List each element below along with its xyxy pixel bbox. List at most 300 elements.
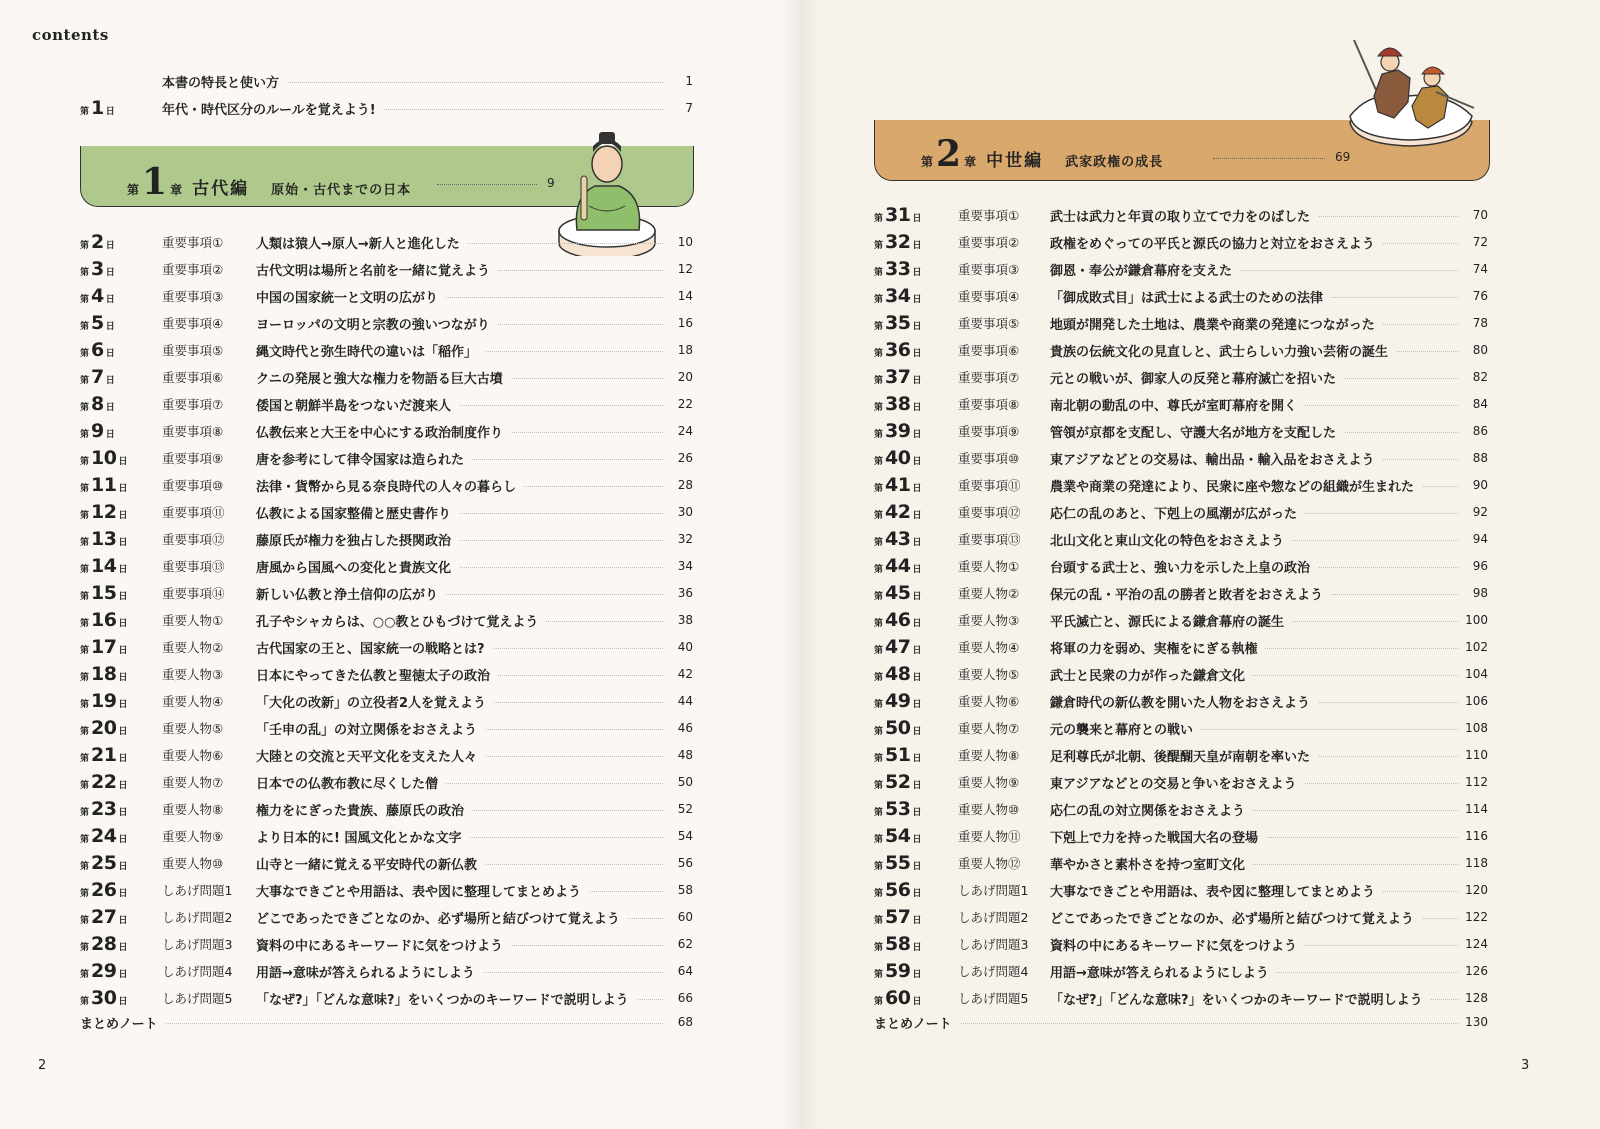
day-number: 39 bbox=[885, 420, 911, 442]
day-suffix: 日 bbox=[118, 484, 128, 494]
toc-entry[interactable] bbox=[80, 555, 693, 577]
toc-entry[interactable] bbox=[80, 852, 693, 874]
entry-page: 24 bbox=[677, 424, 693, 438]
entry-title: 日本にやってきた仏教と聖徳太子の政治 bbox=[256, 665, 498, 684]
entry-category: しあげ問題1 bbox=[162, 883, 233, 898]
entry-page: 32 bbox=[677, 532, 693, 546]
day-suffix: 日 bbox=[912, 835, 922, 845]
entry-title: クニの発展と強大な権力を物語る巨大古墳 bbox=[256, 368, 511, 387]
day-number: 59 bbox=[885, 960, 911, 982]
day-prefix: 第 bbox=[80, 781, 90, 791]
entry-category: 重要人物⑦ bbox=[162, 775, 224, 790]
day-suffix: 日 bbox=[118, 700, 128, 710]
day-number: 17 bbox=[91, 636, 117, 658]
day-label bbox=[874, 339, 921, 361]
chapter-prefix: 第 bbox=[921, 155, 934, 169]
day-label bbox=[80, 825, 127, 847]
entry-page: 94 bbox=[1472, 532, 1488, 546]
day-label bbox=[80, 582, 127, 604]
day-suffix: 日 bbox=[912, 862, 922, 872]
entry-page: 62 bbox=[677, 937, 693, 951]
toc-entry[interactable] bbox=[80, 501, 693, 523]
day-prefix: 第 bbox=[80, 943, 90, 953]
chapter-page: 69 bbox=[1335, 150, 1351, 164]
day-prefix: 第 bbox=[874, 970, 884, 980]
day-label bbox=[874, 204, 921, 226]
toc-entry[interactable] bbox=[80, 1011, 693, 1033]
day-number: 42 bbox=[885, 501, 911, 523]
day-suffix: 日 bbox=[118, 565, 128, 575]
toc-entry[interactable] bbox=[874, 420, 1488, 442]
toc-entry[interactable] bbox=[874, 231, 1488, 253]
day-number: 54 bbox=[885, 825, 911, 847]
chapter-suffix: 章 bbox=[964, 155, 977, 169]
day-prefix: 第 bbox=[874, 322, 884, 332]
chapter-page: 9 bbox=[547, 176, 555, 190]
day-prefix: 第 bbox=[80, 916, 90, 926]
day-suffix: 日 bbox=[912, 214, 922, 224]
entry-title: より日本的に! 国風文化とかな文字 bbox=[256, 827, 469, 846]
day-number: 5 bbox=[91, 312, 104, 334]
day-prefix: 第 bbox=[874, 430, 884, 440]
day-label bbox=[874, 528, 921, 550]
day-suffix: 日 bbox=[118, 754, 128, 764]
toc-entry[interactable] bbox=[80, 960, 693, 982]
toc-entry[interactable] bbox=[80, 906, 693, 928]
toc-entry[interactable] bbox=[80, 987, 693, 1009]
toc-entry[interactable] bbox=[874, 690, 1488, 712]
day-label bbox=[80, 474, 127, 496]
day-suffix: 日 bbox=[118, 943, 128, 953]
toc-entry[interactable] bbox=[874, 447, 1488, 469]
entry-category: 重要事項② bbox=[162, 262, 224, 277]
entry-page: 86 bbox=[1472, 424, 1488, 438]
toc-entry[interactable] bbox=[874, 204, 1488, 226]
toc-entry[interactable] bbox=[80, 717, 693, 739]
entry-category: しあげ問題5 bbox=[162, 991, 233, 1006]
day-suffix: 日 bbox=[912, 646, 922, 656]
entry-category: 重要人物⑨ bbox=[958, 775, 1020, 790]
day-prefix: 第 bbox=[80, 727, 90, 737]
day-number: 1 bbox=[91, 97, 104, 119]
day-suffix: 日 bbox=[912, 592, 922, 602]
entry-title: 足利尊氏が北朝、後醍醐天皇が南朝を率いた bbox=[1050, 746, 1318, 765]
day-number: 12 bbox=[91, 501, 117, 523]
entry-category: 重要事項④ bbox=[162, 316, 224, 331]
entry-title: 東アジアなどとの交易は、輸出品・輸入品をおさえよう bbox=[1050, 449, 1382, 468]
day-number: 33 bbox=[885, 258, 911, 280]
entry-category: 重要人物⑤ bbox=[162, 721, 224, 736]
day-prefix: 第 bbox=[874, 619, 884, 629]
toc-entry[interactable] bbox=[80, 420, 693, 442]
toc-entry[interactable] bbox=[80, 393, 693, 415]
entry-title: 「なぜ?」「どんな意味?」をいくつかのキーワードで説明しよう bbox=[256, 989, 637, 1008]
day-prefix: 第 bbox=[80, 295, 90, 305]
day-prefix: 第 bbox=[80, 376, 90, 386]
day-prefix: 第 bbox=[80, 322, 90, 332]
entry-category: 重要人物② bbox=[162, 640, 224, 655]
toc-entry[interactable] bbox=[874, 555, 1488, 577]
entry-title: 藤原氏が権力を独占した摂関政治 bbox=[256, 530, 459, 549]
day-suffix: 日 bbox=[118, 538, 128, 548]
entry-title: 大陸との交流と天平文化を支えた人々 bbox=[256, 746, 485, 765]
entry-page: 40 bbox=[677, 640, 693, 654]
toc-entry[interactable] bbox=[80, 528, 693, 550]
entry-category: 重要事項⑥ bbox=[958, 343, 1020, 358]
day-suffix: 日 bbox=[105, 322, 115, 332]
day-prefix: 第 bbox=[80, 835, 90, 845]
toc-entry[interactable] bbox=[874, 609, 1488, 631]
entry-page: 7 bbox=[685, 101, 693, 115]
entry-category: 重要事項⑨ bbox=[958, 424, 1020, 439]
day-prefix: 第 bbox=[874, 268, 884, 278]
toc-entry[interactable] bbox=[874, 744, 1488, 766]
toc-entry[interactable] bbox=[874, 474, 1488, 496]
entry-category: 重要事項⑩ bbox=[958, 451, 1020, 466]
toc-entry[interactable] bbox=[874, 933, 1488, 955]
day-prefix: 第 bbox=[80, 349, 90, 359]
day-label bbox=[80, 97, 115, 119]
day-suffix: 日 bbox=[118, 619, 128, 629]
day-prefix: 第 bbox=[80, 538, 90, 548]
toc-entry[interactable] bbox=[80, 366, 693, 388]
toc-entry[interactable] bbox=[874, 906, 1488, 928]
toc-entry[interactable] bbox=[874, 960, 1488, 982]
toc-entry[interactable] bbox=[80, 744, 693, 766]
day-number: 27 bbox=[91, 906, 117, 928]
day-label bbox=[80, 744, 127, 766]
entry-category: 重要人物⑫ bbox=[958, 856, 1021, 871]
day-prefix: 第 bbox=[80, 511, 90, 521]
entry-category: 重要事項⑨ bbox=[162, 451, 224, 466]
day-label bbox=[874, 231, 921, 253]
toc-entry[interactable] bbox=[80, 798, 693, 820]
day-label bbox=[80, 447, 127, 469]
day-suffix: 日 bbox=[912, 754, 922, 764]
entry-page: 108 bbox=[1465, 721, 1488, 735]
toc-entry[interactable] bbox=[874, 663, 1488, 685]
entry-page: 38 bbox=[677, 613, 693, 627]
entry-title: 平氏滅亡と、源氏による鎌倉幕府の誕生 bbox=[1050, 611, 1292, 630]
toc-entry[interactable] bbox=[874, 339, 1488, 361]
day-number: 20 bbox=[91, 717, 117, 739]
toc-entry[interactable] bbox=[80, 339, 693, 361]
toc-entry[interactable] bbox=[874, 582, 1488, 604]
toc-entry[interactable] bbox=[80, 285, 693, 307]
toc-entry[interactable] bbox=[80, 447, 693, 469]
toc-entry[interactable] bbox=[80, 474, 693, 496]
day-label bbox=[80, 555, 127, 577]
toc-entry[interactable] bbox=[80, 663, 693, 685]
day-label bbox=[874, 825, 921, 847]
toc-entry[interactable] bbox=[80, 825, 693, 847]
day-number: 43 bbox=[885, 528, 911, 550]
day-number: 8 bbox=[91, 393, 104, 415]
entry-category: 重要人物④ bbox=[162, 694, 224, 709]
entry-title: 貴族の伝統文化の見直しと、武士らしい力強い芸術の誕生 bbox=[1050, 341, 1396, 360]
entry-title: まとめノート bbox=[874, 1013, 960, 1032]
entry-category: 重要事項③ bbox=[162, 289, 224, 304]
toc-entry[interactable] bbox=[80, 231, 693, 253]
entry-title: 応仁の乱の対立関係をおさえよう bbox=[1050, 800, 1253, 819]
entry-title: 保元の乱・平治の乱の勝者と敗者をおさえよう bbox=[1050, 584, 1331, 603]
entry-title: 将軍の力を弱め、実権をにぎる執権 bbox=[1050, 638, 1265, 657]
day-prefix: 第 bbox=[80, 241, 90, 251]
entry-title: 応仁の乱のあと、下剋上の風潮が広がった bbox=[1050, 503, 1305, 522]
toc-entry[interactable] bbox=[80, 771, 693, 793]
day-prefix: 第 bbox=[874, 295, 884, 305]
day-suffix: 日 bbox=[912, 781, 922, 791]
day-prefix: 第 bbox=[80, 997, 90, 1007]
day-label bbox=[80, 798, 127, 820]
day-number: 60 bbox=[885, 987, 911, 1009]
day-suffix: 日 bbox=[912, 565, 922, 575]
day-label bbox=[874, 690, 921, 712]
day-prefix: 第 bbox=[80, 403, 90, 413]
day-prefix: 第 bbox=[874, 808, 884, 818]
entry-title: 下剋上で力を持った戦国大名の登場 bbox=[1050, 827, 1266, 846]
day-suffix: 日 bbox=[105, 107, 115, 117]
day-label bbox=[80, 906, 127, 928]
day-suffix: 日 bbox=[118, 916, 128, 926]
entry-page: 48 bbox=[677, 748, 693, 762]
day-label bbox=[874, 744, 921, 766]
entry-title: 仏教伝来と大王を中心にする政治制度作り bbox=[256, 422, 511, 441]
toc-entry[interactable] bbox=[874, 258, 1488, 280]
day-number: 22 bbox=[91, 771, 117, 793]
day-prefix: 第 bbox=[80, 268, 90, 278]
day-suffix: 日 bbox=[105, 376, 115, 386]
day-number: 50 bbox=[885, 717, 911, 739]
day-suffix: 日 bbox=[118, 727, 128, 737]
day-label bbox=[80, 987, 127, 1009]
day-number: 30 bbox=[91, 987, 117, 1009]
day-suffix: 日 bbox=[912, 970, 922, 980]
entry-page: 54 bbox=[677, 829, 693, 843]
entry-category: 重要人物⑤ bbox=[958, 667, 1020, 682]
entry-category: 重要事項⑭ bbox=[162, 586, 225, 601]
day-label bbox=[874, 987, 921, 1009]
day-suffix: 日 bbox=[912, 403, 922, 413]
entry-page: 12 bbox=[677, 262, 693, 276]
toc-entry[interactable] bbox=[874, 501, 1488, 523]
entry-title: 縄文時代と弥生時代の違いは「稲作」 bbox=[256, 341, 485, 360]
day-suffix: 日 bbox=[912, 322, 922, 332]
entry-title: 北山文化と東山文化の特色をおさえよう bbox=[1050, 530, 1292, 549]
chapter-number: 1 bbox=[142, 161, 168, 203]
day-number: 52 bbox=[885, 771, 911, 793]
entry-page: 76 bbox=[1472, 289, 1488, 303]
entry-category: 重要事項⑧ bbox=[162, 424, 224, 439]
day-label bbox=[80, 366, 115, 388]
toc-entry[interactable] bbox=[874, 528, 1488, 550]
entry-page: 106 bbox=[1465, 694, 1488, 708]
entry-title: 中国の国家統一と文明の広がり bbox=[256, 287, 446, 306]
day-number: 46 bbox=[885, 609, 911, 631]
day-number: 29 bbox=[91, 960, 117, 982]
day-suffix: 日 bbox=[912, 484, 922, 494]
entry-page: 80 bbox=[1472, 343, 1488, 357]
leader-dots bbox=[874, 1023, 1458, 1024]
day-prefix: 第 bbox=[874, 349, 884, 359]
toc-entry[interactable] bbox=[874, 285, 1488, 307]
day-number: 32 bbox=[885, 231, 911, 253]
day-prefix: 第 bbox=[80, 565, 90, 575]
day-prefix: 第 bbox=[874, 889, 884, 899]
entry-page: 126 bbox=[1465, 964, 1488, 978]
toc-entry[interactable] bbox=[874, 852, 1488, 874]
entry-title: 「大化の改新」の立役者2人を覚えよう bbox=[256, 692, 494, 711]
page-number: 3 bbox=[1521, 1058, 1530, 1073]
toc-entry[interactable] bbox=[80, 690, 693, 712]
toc-entry[interactable] bbox=[80, 636, 693, 658]
entry-page: 84 bbox=[1472, 397, 1488, 411]
entry-title: 元の襲来と幕府との戦い bbox=[1050, 719, 1201, 738]
toc-entry[interactable] bbox=[80, 70, 693, 92]
day-prefix: 第 bbox=[874, 457, 884, 467]
entry-title: 山寺と一緒に覚える平安時代の新仏教 bbox=[256, 854, 485, 873]
entry-page: 58 bbox=[677, 883, 693, 897]
entry-title: 鎌倉時代の新仏教を開いた人物をおさえよう bbox=[1050, 692, 1318, 711]
day-suffix: 日 bbox=[118, 673, 128, 683]
toc-entry[interactable] bbox=[874, 798, 1488, 820]
entry-title: 法律・貨幣から見る奈良時代の人々の暮らし bbox=[256, 476, 524, 495]
entry-page: 42 bbox=[677, 667, 693, 681]
entry-page: 90 bbox=[1472, 478, 1488, 492]
day-label bbox=[874, 555, 921, 577]
day-suffix: 日 bbox=[912, 349, 922, 359]
entry-category: 重要人物⑥ bbox=[162, 748, 224, 763]
entry-page: 36 bbox=[677, 586, 693, 600]
entry-page: 130 bbox=[1465, 1015, 1488, 1029]
entry-category: 重要事項⑦ bbox=[162, 397, 224, 412]
day-number: 13 bbox=[91, 528, 117, 550]
entry-category: 重要事項③ bbox=[958, 262, 1020, 277]
day-number: 35 bbox=[885, 312, 911, 334]
entry-title: 人類は猿人→原人→新人と進化した bbox=[256, 233, 468, 252]
entry-page: 96 bbox=[1472, 559, 1488, 573]
entry-page: 20 bbox=[677, 370, 693, 384]
day-suffix: 日 bbox=[912, 376, 922, 386]
entry-page: 28 bbox=[677, 478, 693, 492]
entry-title: 孔子やシャカらは、○○教とひもづけて覚えよう bbox=[256, 611, 546, 630]
entry-title: 武士と民衆の力が作った鎌倉文化 bbox=[1050, 665, 1253, 684]
day-prefix: 第 bbox=[80, 700, 90, 710]
toc-entry[interactable] bbox=[874, 987, 1488, 1009]
toc-entry[interactable] bbox=[874, 366, 1488, 388]
entry-category: しあげ問題4 bbox=[162, 964, 233, 979]
day-prefix: 第 bbox=[80, 862, 90, 872]
entry-title: 華やかさと素朴さを持つ室町文化 bbox=[1050, 854, 1253, 873]
entry-page: 122 bbox=[1465, 910, 1488, 924]
entry-category: 重要人物③ bbox=[958, 613, 1020, 628]
entry-title: 資料の中にあるキーワードに気をつけよう bbox=[1050, 935, 1305, 954]
toc-entry[interactable] bbox=[80, 609, 693, 631]
day-prefix: 第 bbox=[874, 754, 884, 764]
toc-entry[interactable] bbox=[80, 97, 693, 119]
entry-category: 重要事項② bbox=[958, 235, 1020, 250]
day-number: 49 bbox=[885, 690, 911, 712]
day-prefix: 第 bbox=[874, 511, 884, 521]
day-suffix: 日 bbox=[105, 430, 115, 440]
toc-entry[interactable] bbox=[874, 717, 1488, 739]
day-suffix: 日 bbox=[118, 997, 128, 1007]
toc-entry[interactable] bbox=[80, 258, 693, 280]
day-number: 10 bbox=[91, 447, 117, 469]
chapter-prefix: 第 bbox=[127, 183, 140, 197]
day-suffix: 日 bbox=[118, 592, 128, 602]
entry-page: 1 bbox=[685, 74, 693, 88]
day-number: 38 bbox=[885, 393, 911, 415]
day-label bbox=[874, 798, 921, 820]
toc-entry[interactable] bbox=[874, 1011, 1488, 1033]
day-number: 24 bbox=[91, 825, 117, 847]
entry-title: 御恩・奉公が鎌倉幕府を支えた bbox=[1050, 260, 1240, 279]
entry-category: しあげ問題3 bbox=[162, 937, 233, 952]
toc-entry[interactable] bbox=[874, 879, 1488, 901]
entry-title: 古代国家の王と、国家統一の戦略とは? bbox=[256, 638, 493, 657]
entry-category: 重要人物⑧ bbox=[958, 748, 1020, 763]
toc-entry[interactable] bbox=[874, 771, 1488, 793]
day-prefix: 第 bbox=[80, 673, 90, 683]
day-number: 28 bbox=[91, 933, 117, 955]
day-number: 31 bbox=[885, 204, 911, 226]
entry-page: 82 bbox=[1472, 370, 1488, 384]
day-label bbox=[874, 852, 921, 874]
toc-entry[interactable] bbox=[874, 393, 1488, 415]
entry-title: 日本での仏教布教に尽くした僧 bbox=[256, 773, 446, 792]
toc-entry[interactable] bbox=[80, 879, 693, 901]
toc-entry[interactable] bbox=[80, 582, 693, 604]
day-label bbox=[874, 636, 921, 658]
day-label bbox=[80, 609, 127, 631]
day-number: 6 bbox=[91, 339, 104, 361]
day-suffix: 日 bbox=[912, 808, 922, 818]
day-prefix: 第 bbox=[874, 376, 884, 386]
day-label bbox=[874, 447, 921, 469]
entry-title: 管領が京都を支配し、守護大名が地方を支配した bbox=[1050, 422, 1344, 441]
entry-page: 70 bbox=[1472, 208, 1488, 222]
toc-entry[interactable] bbox=[874, 825, 1488, 847]
day-label bbox=[80, 663, 127, 685]
entry-title: 大事なできごとや用語は、表や図に整理してまとめよう bbox=[1050, 881, 1383, 900]
entry-category: 重要事項⑤ bbox=[162, 343, 224, 358]
day-label bbox=[80, 960, 127, 982]
day-prefix: 第 bbox=[874, 484, 884, 494]
entry-category: しあげ問題5 bbox=[958, 991, 1029, 1006]
entry-title: ヨーロッパの文明と宗教の強いつながり bbox=[256, 314, 498, 333]
day-suffix: 日 bbox=[118, 862, 128, 872]
day-suffix: 日 bbox=[912, 619, 922, 629]
entry-page: 68 bbox=[677, 1015, 693, 1029]
entry-page: 60 bbox=[677, 910, 693, 924]
toc-entry[interactable] bbox=[80, 933, 693, 955]
day-number: 14 bbox=[91, 555, 117, 577]
entry-title: 本書の特長と使い方 bbox=[162, 72, 287, 91]
day-label bbox=[874, 393, 921, 415]
day-number: 58 bbox=[885, 933, 911, 955]
toc-entry[interactable] bbox=[874, 636, 1488, 658]
day-label bbox=[80, 285, 115, 307]
day-prefix: 第 bbox=[80, 592, 90, 602]
day-suffix: 日 bbox=[912, 916, 922, 926]
day-suffix: 日 bbox=[912, 943, 922, 953]
entry-category: 重要人物④ bbox=[958, 640, 1020, 655]
day-label bbox=[874, 933, 921, 955]
day-label bbox=[80, 312, 115, 334]
toc-entry[interactable] bbox=[874, 312, 1488, 334]
toc-entry[interactable] bbox=[80, 312, 693, 334]
